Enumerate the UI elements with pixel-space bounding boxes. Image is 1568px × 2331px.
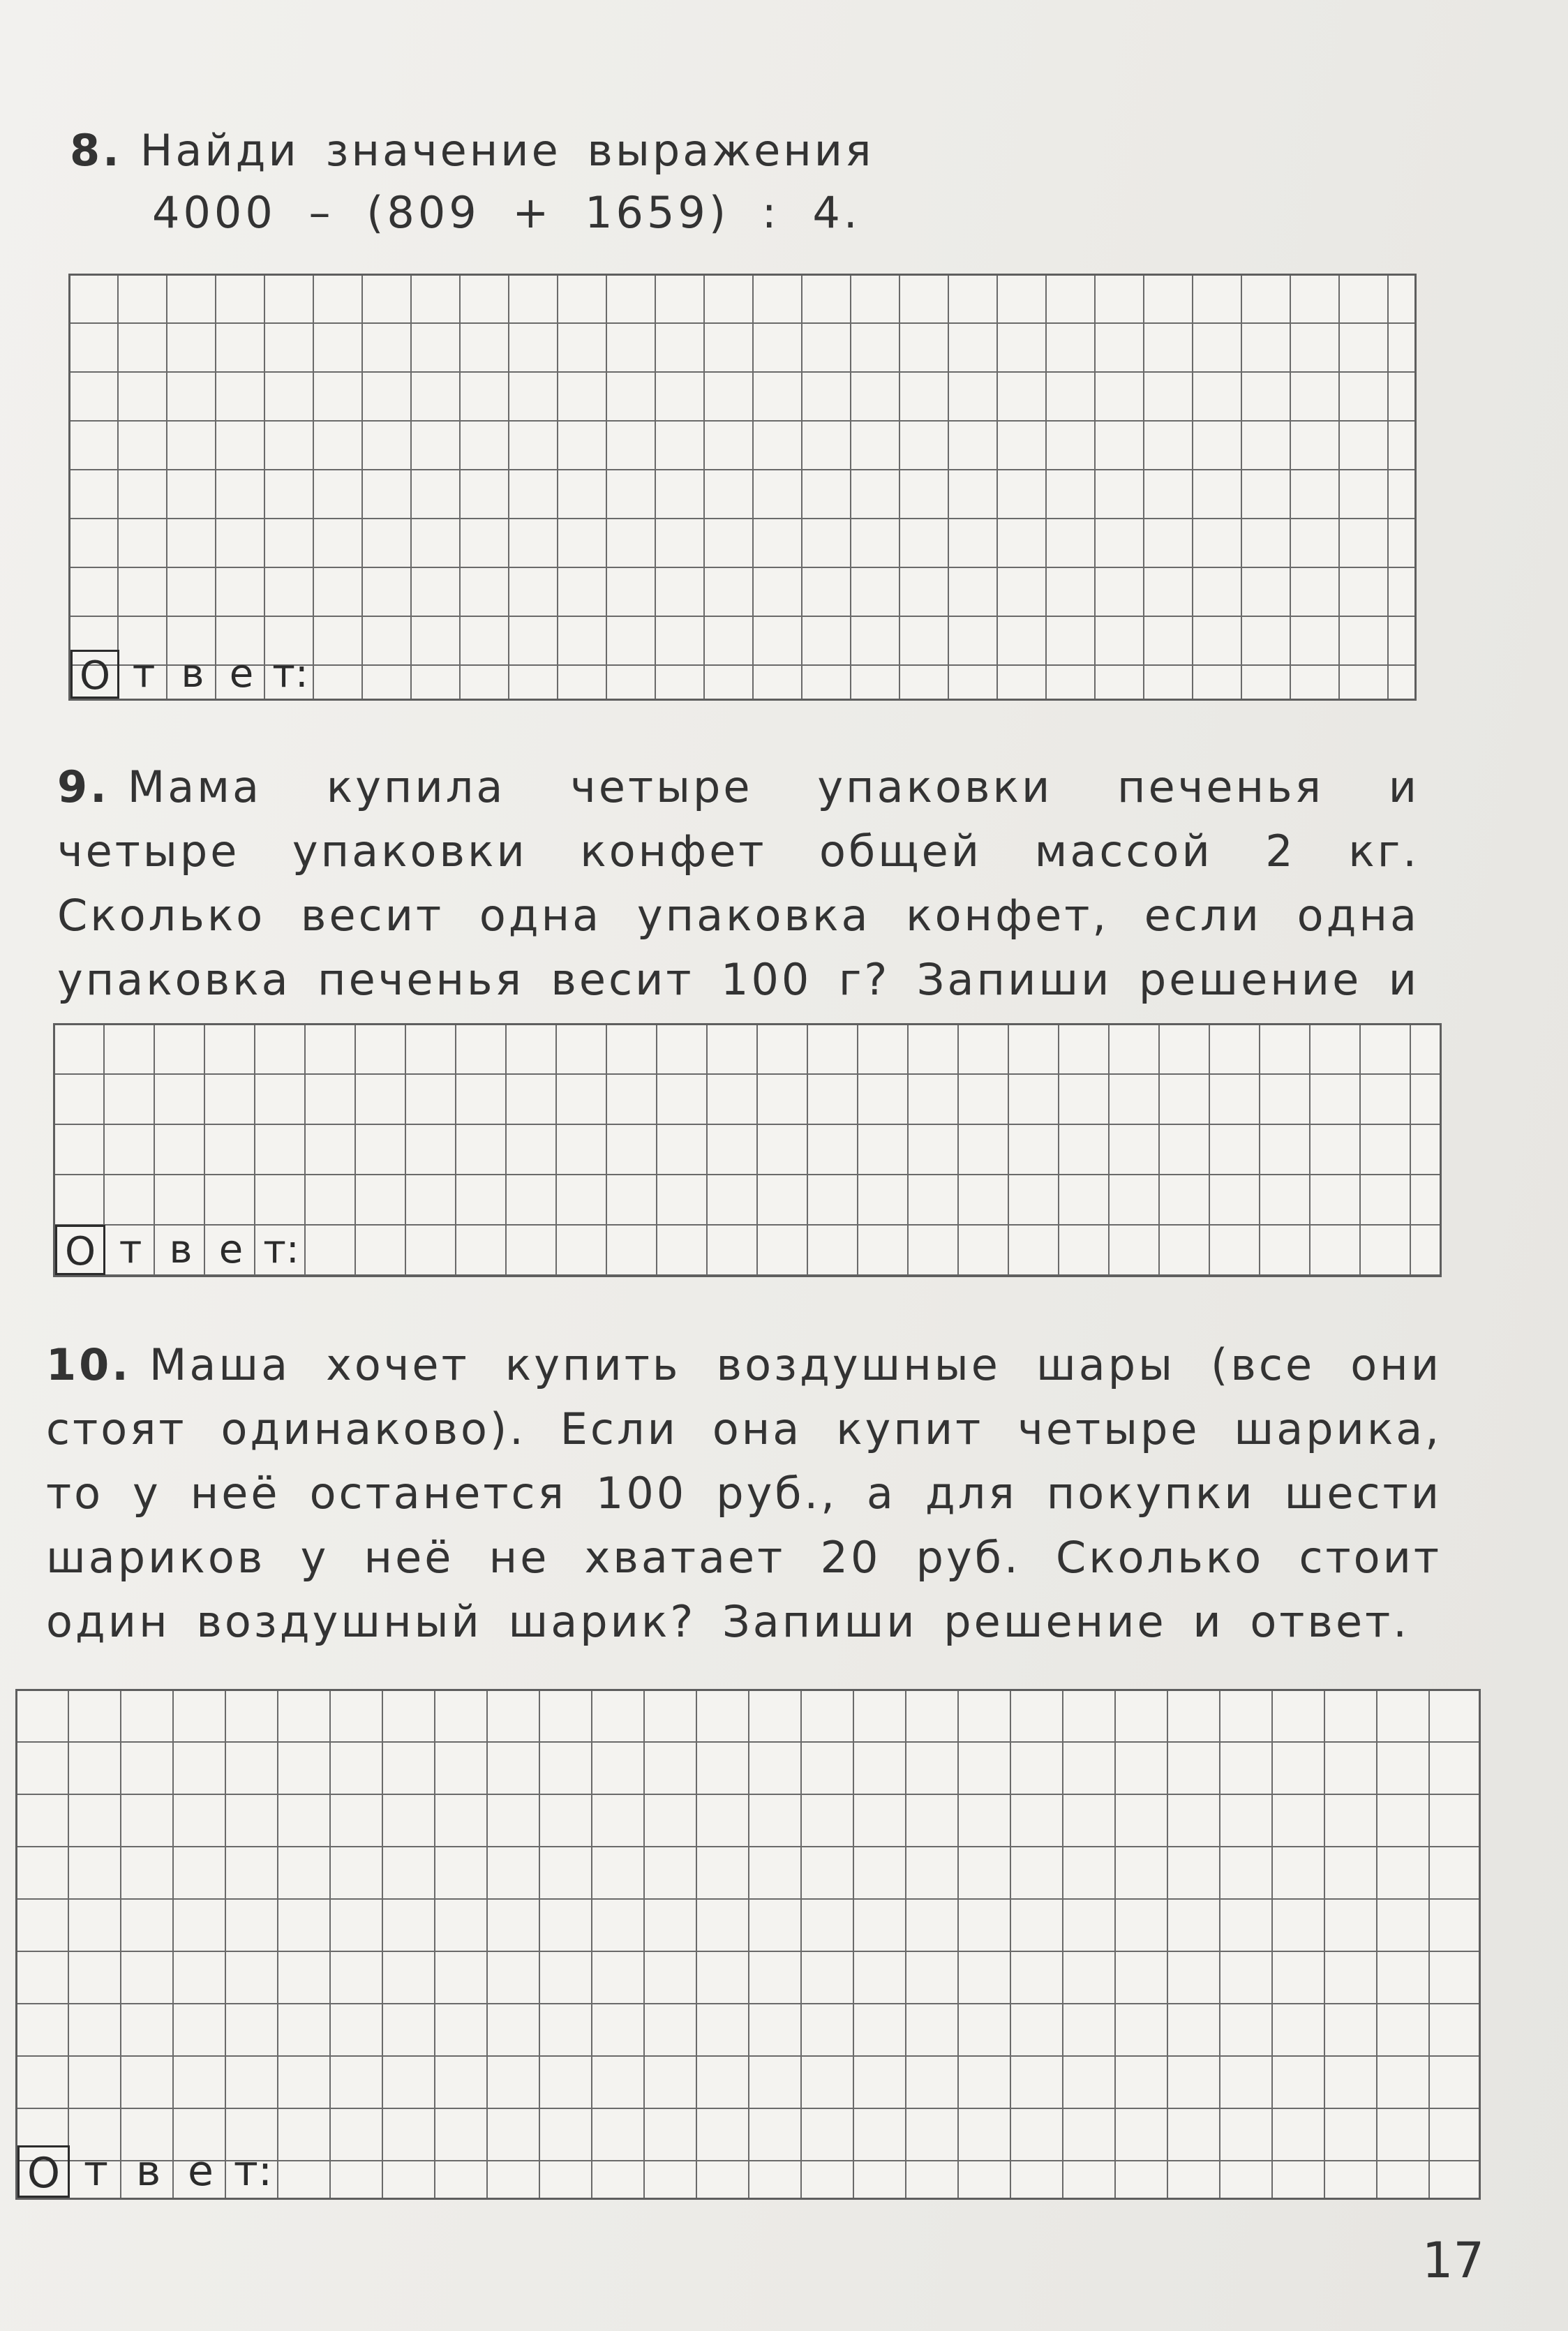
answer-letter: в	[135, 2147, 161, 2196]
task-9-number: 9.	[57, 761, 110, 812]
task-9-answer-label	[55, 1225, 306, 1275]
answer-letter: О	[17, 2145, 70, 2198]
answer-letter: О	[70, 650, 119, 699]
task-8	[70, 119, 1396, 238]
task-9-answer-grid[interactable]	[53, 1023, 1442, 1277]
task-10-answer-grid[interactable]	[15, 1689, 1481, 2200]
answer-letter: т:	[272, 651, 308, 697]
answer-letter: О	[55, 1225, 105, 1275]
answer-letter: в	[169, 1227, 193, 1272]
answer-letter: в	[181, 651, 204, 697]
task-10-answer-label	[17, 2145, 279, 2198]
answer-letter: т	[84, 2147, 108, 2196]
answer-letter: т	[119, 1227, 142, 1272]
answer-letter: е	[188, 2147, 214, 2196]
task-8-expression: 4000 – (809 + 1659) : 4.	[152, 187, 861, 238]
answer-letter: е	[229, 651, 254, 697]
task-10-heading	[46, 1333, 1442, 1654]
task-10	[46, 1333, 1442, 1654]
page-number: 17	[1421, 2232, 1484, 2289]
task-8-answer-grid[interactable]	[68, 274, 1417, 701]
answer-letter: т	[132, 651, 156, 697]
task-9-text: Мама купила четыре упаковки печенья и четыре упаковки конфет общей массой 2 кг. Сколько весит одна упаковка конфет, если одна упаковка печенья весит 100 г? Запиши решение и	[57, 761, 1419, 1005]
task-8-answer-label	[70, 650, 315, 699]
task-8-heading	[70, 119, 1396, 183]
answer-letter: е	[218, 1227, 244, 1272]
answer-letter: т:	[263, 1227, 299, 1272]
task-10-number: 10.	[46, 1339, 131, 1390]
task-8-text: Найди значение выражения	[140, 125, 874, 176]
answer-letter: т:	[233, 2147, 273, 2196]
task-8-number: 8.	[70, 125, 122, 176]
task-10-text: Маша хочет купить воздушные шары (все они стоят одинаково). Если она купит четыре шарика, то у неё останется 100 руб., а для покупки шести шариков у неё не хватает 20 руб. Сколько стоит один воздушный шарик? Запиши решение и ответ.	[46, 1339, 1442, 1647]
